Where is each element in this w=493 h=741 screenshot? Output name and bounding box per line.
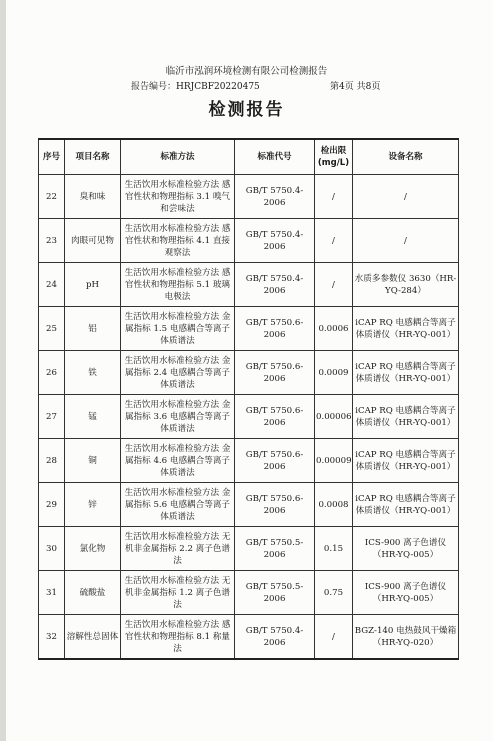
report-title: 检测报告 [208,100,285,120]
row-equipment: iCAP RQ 电感耦合等离子体质谱仪（HR-YQ-001） [353,395,459,439]
table-row [39,307,459,351]
row-item: 锰 [65,395,121,439]
row-method: 生活饮用水标准检验方法 无机非金属指标 1.2 离子色谱法 [121,571,235,615]
row-method: 生活饮用水标准检验方法 感官性状和物理指标 5.1 玻璃电极法 [121,263,235,307]
row-no: 31 [39,571,65,615]
row-method: 生活饮用水标准检验方法 金属指标 1.5 电感耦合等离子体质谱法 [121,307,235,351]
row-limit: 0.0006 [315,307,353,351]
company-header: 临沂市泓润环境检测有限公司检测报告 [165,66,328,77]
row-code: GB/T 5750.4-2006 [235,263,315,307]
row-no: 27 [39,395,65,439]
row-equipment: ICS-900 离子色谱仪（HR-YQ-005） [353,571,459,615]
table-row [39,175,459,219]
row-code: GB/T 5750.6-2006 [235,351,315,395]
col-header-method: 标准方法 [121,139,235,175]
table-row [39,615,459,660]
row-code: GB/T 5750.6-2006 [235,307,315,351]
row-item: 铁 [65,351,121,395]
row-method: 生活饮用水标准检验方法 感官性状和物理指标 8.1 称量法 [121,615,235,660]
table-row [39,483,459,527]
row-no: 28 [39,439,65,483]
row-no: 23 [39,219,65,263]
row-no: 29 [39,483,65,527]
table-row [39,263,459,307]
row-method: 生活饮用水标准检验方法 金属指标 5.6 电感耦合等离子体质谱法 [121,483,235,527]
col-header-item: 项目名称 [65,139,121,175]
row-equipment: ICS-900 离子色谱仪（HR-YQ-005） [353,527,459,571]
col-header-no: 序号 [39,139,65,175]
table-row [39,439,459,483]
row-equipment: / [353,175,459,219]
row-limit: / [315,175,353,219]
row-equipment: iCAP RQ 电感耦合等离子体质谱仪（HR-YQ-001） [353,307,459,351]
row-no: 22 [39,175,65,219]
table-row [39,351,459,395]
col-header-equipment: 设备名称 [353,139,459,175]
col-header-code: 标准代号 [235,139,315,175]
table-row [39,395,459,439]
row-item: 铜 [65,439,121,483]
row-no: 25 [39,307,65,351]
table-row [39,571,459,615]
row-method: 生活饮用水标准检验方法 感官性状和物理指标 3.1 嗅气和尝味法 [121,175,235,219]
row-equipment: / [353,219,459,263]
row-code: GB/T 5750.4-2006 [235,615,315,660]
table-row [39,219,459,263]
row-limit: 0.0009 [315,351,353,395]
row-limit: 0.0008 [315,483,353,527]
row-code: GB/T 5750.4-2006 [235,219,315,263]
row-limit: / [315,615,353,660]
row-method: 生活饮用水标准检验方法 金属指标 3.6 电感耦合等离子体质谱法 [121,395,235,439]
row-code: GB/T 5750.6-2006 [235,395,315,439]
row-limit: 0.00009 [315,439,353,483]
row-code: GB/T 5750.5-2006 [235,527,315,571]
row-item: 硫酸盐 [65,571,121,615]
row-limit: 0.75 [315,571,353,615]
row-method: 生活饮用水标准检验方法 感官性状和物理指标 4.1 直接观察法 [121,219,235,263]
row-limit: / [315,263,353,307]
row-equipment: BGZ-140 电热鼓风干燥箱（HR-YQ-020） [353,615,459,660]
table-row [39,527,459,571]
row-no: 32 [39,615,65,660]
row-code: GB/T 5750.6-2006 [235,483,315,527]
col-header-limit: 检出限 (mg/L) [315,139,353,175]
row-method: 生活饮用水标准检验方法 无机非金属指标 2.2 离子色谱法 [121,527,235,571]
row-item: 氯化物 [65,527,121,571]
row-equipment: 水质多参数仪 3630（HR-YQ-284） [353,263,459,307]
row-item: 铝 [65,307,121,351]
row-limit: / [315,219,353,263]
row-method: 生活饮用水标准检验方法 金属指标 2.4 电感耦合等离子体质谱法 [121,351,235,395]
row-item: 肉眼可见物 [65,219,121,263]
table-header-row [39,139,459,175]
row-equipment: iCAP RQ 电感耦合等离子体质谱仪（HR-YQ-001） [353,439,459,483]
row-no: 24 [39,263,65,307]
row-item: 锌 [65,483,121,527]
row-code: GB/T 5750.4-2006 [235,175,315,219]
row-item: 臭和味 [65,175,121,219]
row-item: 溶解性总固体 [65,615,121,660]
row-code: GB/T 5750.6-2006 [235,439,315,483]
row-limit: 0.15 [315,527,353,571]
row-equipment: iCAP RQ 电感耦合等离子体质谱仪（HR-YQ-001） [353,483,459,527]
row-no: 26 [39,351,65,395]
row-no: 30 [39,527,65,571]
row-item: pH [65,263,121,307]
row-equipment: iCAP RQ 电感耦合等离子体质谱仪（HR-YQ-001） [353,351,459,395]
report-number: 报告编号：HRJCBF20220475 [131,82,260,92]
row-code: GB/T 5750.5-2006 [235,571,315,615]
row-method: 生活饮用水标准检验方法 金属指标 4.6 电感耦合等离子体质谱法 [121,439,235,483]
page-info: 第4页 共8页 [330,82,381,92]
row-limit: 0.00006 [315,395,353,439]
results-table [38,138,459,660]
